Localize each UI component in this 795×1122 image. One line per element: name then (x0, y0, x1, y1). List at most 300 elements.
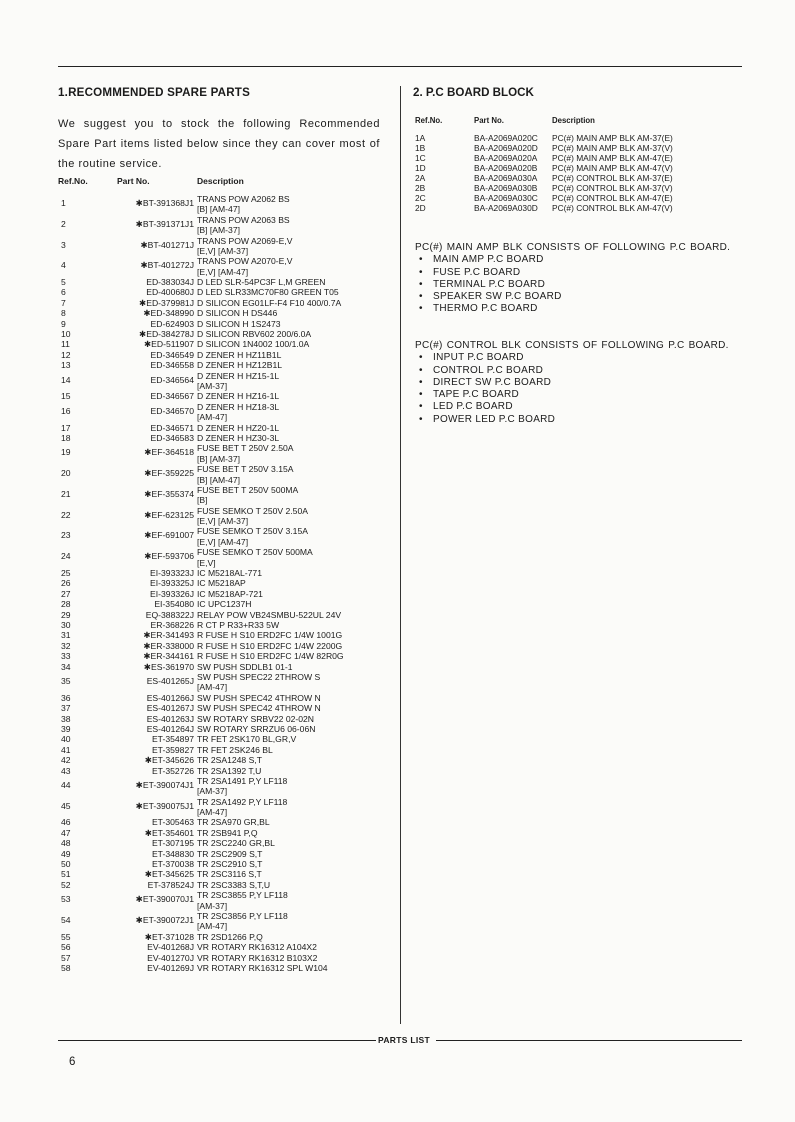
table-row (58, 319, 388, 329)
ref-no: 18 (61, 432, 71, 443)
part-no: EI-393326J (150, 588, 194, 599)
board-list-item: • SPEAKER SW P.C BOARD (415, 291, 737, 303)
ref-no: 1 (61, 198, 66, 208)
section2-title: 2. P.C BOARD BLOCK (413, 86, 534, 99)
part-no: BA-A2069A030D (474, 203, 538, 213)
control-blk-items (415, 352, 737, 426)
ref-no: 5 (61, 277, 66, 287)
ref-no: 1C (415, 153, 426, 163)
part-no: ET-370038 (151, 859, 194, 870)
table-row (58, 526, 388, 547)
description: TR 2SB941 P,Q (197, 827, 258, 838)
description: TRANS POW A2063 BS (197, 214, 290, 225)
description: TR 2SC3856 P,Y LF118 (197, 911, 288, 922)
part-no: ET-352726 (151, 765, 194, 776)
table-row (58, 287, 388, 297)
description: [B] [AM-37] (197, 225, 240, 236)
description: VR ROTARY RK16312 A104X2 (197, 942, 317, 953)
table-row (58, 672, 388, 693)
description: RELAY POW VB24SMBU-522UL 24V (197, 609, 342, 620)
table-row (58, 693, 388, 703)
ref-no: 50 (61, 859, 71, 870)
table-row (58, 755, 388, 765)
table-row (58, 932, 388, 942)
description: TRANS POW A2062 BS (197, 194, 290, 204)
ref-no: 13 (61, 360, 71, 371)
ref-no: 38 (61, 713, 71, 724)
ref-no: 2B (415, 183, 426, 193)
ref-no: 44 (61, 779, 71, 790)
description: R FUSE H S10 ERD2FC 1/4W 82R0G (197, 651, 344, 662)
table-row (58, 651, 388, 661)
board-list-item: • MAIN AMP P.C BOARD (415, 254, 737, 266)
ref-no: 1A (415, 133, 426, 143)
description: PC(#) CONTROL BLK AM-37(V) (552, 183, 673, 193)
description: FUSE BET T 250V 500MA (197, 484, 299, 495)
description: TR 2SC2240 GR,BL (197, 838, 275, 849)
ref-no: 28 (61, 599, 71, 610)
table-row (58, 859, 388, 869)
description: D ZENER H HZ15-1L (197, 370, 280, 381)
part-no: ✱EF-355374 (144, 488, 194, 499)
part-no: ES-401264J (146, 723, 194, 734)
ref-no: 45 (61, 800, 71, 811)
part-no: ✱BT-391368J1 (135, 198, 194, 208)
description: [E,V] (197, 557, 216, 568)
ref-no: 31 (61, 630, 71, 641)
part-no: ✱EF-364518 (144, 447, 194, 458)
table-row (58, 298, 388, 308)
part-no: ES-401265J (146, 675, 194, 686)
table-row (58, 766, 388, 776)
table-row (58, 745, 388, 755)
table-row (58, 599, 388, 609)
description: R FUSE H S10 ERD2FC 1/4W 1001G (197, 630, 343, 641)
board-list-item: • INPUT P.C BOARD (415, 352, 737, 364)
part-no: EI-393325J (150, 578, 194, 589)
ref-no: 29 (61, 609, 71, 620)
description: PC(#) MAIN AMP BLK AM-37(V) (552, 143, 673, 153)
board-list-item: • THERMO P.C BOARD (415, 303, 737, 315)
table-row (58, 277, 388, 287)
part-no: ✱ES-361970 (143, 661, 194, 672)
description: D LED SLR-54PC3F L,M GREEN (197, 277, 326, 287)
description: [AM-47] (197, 412, 228, 423)
ref-no: 52 (61, 879, 71, 890)
description: TR FET 2SK246 BL (197, 744, 273, 755)
pc-header-ref: Ref.No. (415, 116, 443, 125)
ref-no: 36 (61, 692, 71, 703)
top-rule (58, 66, 742, 67)
description: [B] [AM-47] (197, 204, 240, 215)
part-no: ✱ER-338000 (143, 640, 194, 651)
board-list-item: • DIRECT SW P.C BOARD (415, 377, 737, 389)
ref-no: 42 (61, 755, 71, 766)
part-no: EV-401268J (147, 942, 194, 953)
table-row (58, 464, 388, 485)
section1-intro: We suggest you to stock the following Recommended Spare Part items listed below since they can cover most of the routine service. (58, 118, 380, 170)
ref-no: 19 (61, 447, 71, 458)
part-no: ET-359827 (151, 744, 194, 755)
header-part: Part No. (117, 176, 150, 186)
table-row (58, 849, 388, 859)
description: D SILICON H DS446 (197, 308, 278, 319)
pc-table-row (415, 153, 745, 163)
description: FUSE SEMKO T 250V 2.50A (197, 505, 308, 516)
table-row (58, 662, 388, 672)
pc-table-row (415, 143, 745, 153)
description: [E,V] [AM-47] (197, 266, 249, 277)
board-list-item: • POWER LED P.C BOARD (415, 414, 737, 426)
description: [E,V] [AM-37] (197, 516, 249, 527)
part-no: ET-307195 (151, 838, 194, 849)
part-no: ✱ED-348990 (143, 308, 194, 319)
description: TR 2SC3855 P,Y LF118 (197, 890, 288, 901)
table-row (58, 194, 388, 215)
description: [AM-47] (197, 682, 228, 693)
ref-no: 33 (61, 651, 71, 662)
board-list-item: • TAPE P.C BOARD (415, 389, 737, 401)
table-row (58, 578, 388, 588)
ref-no: 25 (61, 567, 71, 578)
table-row (58, 589, 388, 599)
pc-table-row (415, 203, 745, 213)
table-row (58, 506, 388, 527)
table-row (58, 371, 388, 392)
ref-no: 24 (61, 551, 71, 562)
ref-no: 15 (61, 391, 71, 402)
description: [AM-37] (197, 786, 228, 797)
board-list-item: • FUSE P.C BOARD (415, 267, 737, 279)
table-row (58, 308, 388, 318)
description: PC(#) MAIN AMP BLK AM-47(V) (552, 163, 673, 173)
ref-no: 55 (61, 931, 71, 942)
table-row (58, 703, 388, 713)
table-row (58, 568, 388, 578)
description: D ZENER H HZ30-3L (197, 432, 280, 443)
part-no: ED-400680J (146, 287, 194, 298)
pc-table-row (415, 193, 745, 203)
description: D ZENER H HZ11B1L (197, 349, 282, 360)
description: IC M5218AL-771 (197, 567, 262, 578)
description: R FUSE H S10 ERD2FC 1/4W 2200G (197, 640, 343, 651)
table-row (58, 485, 388, 506)
part-no: ED-346558 (150, 360, 194, 371)
part-no: ES-401263J (146, 713, 194, 724)
description: IC M5218AP (197, 578, 246, 589)
description: PC(#) CONTROL BLK AM-47(V) (552, 203, 673, 213)
ref-no: 21 (61, 488, 71, 499)
part-no: BA-A2069A030A (474, 173, 538, 183)
part-no: ET-348830 (151, 848, 194, 859)
footer-rule-left (58, 1040, 376, 1041)
table-row (58, 911, 388, 932)
ref-no: 17 (61, 422, 71, 433)
part-no: ED-383034J (146, 277, 194, 287)
part-no: BA-A2069A020A (474, 153, 538, 163)
part-no: ET-354897 (151, 734, 194, 745)
table-row (58, 630, 388, 640)
ref-no: 2D (415, 203, 426, 213)
part-no: ED-346571 (150, 422, 194, 433)
part-no: ED-346570 (150, 405, 194, 416)
ref-no: 8 (61, 308, 66, 319)
main-amp-blk-heading: PC(#) MAIN AMP BLK CONSISTS OF FOLLOWING P.C BOARD. (415, 242, 731, 253)
description: [AM-37] (197, 900, 228, 911)
description: D ZENER H HZ16-1L (197, 391, 280, 402)
description: D ZENER H HZ20-1L (197, 422, 280, 433)
description: SW PUSH SPEC42 4THROW N (197, 692, 321, 703)
ref-no: 2C (415, 193, 426, 203)
description: [E,V] [AM-47] (197, 536, 249, 547)
part-no: ✱ET-371028 (144, 931, 194, 942)
board-list-item: • TERMINAL P.C BOARD (415, 279, 737, 291)
table-row (58, 942, 388, 952)
ref-no: 10 (61, 329, 71, 340)
part-no: ✱ET-354601 (144, 827, 194, 838)
part-no: ED-624903 (150, 318, 194, 329)
ref-no: 58 (61, 963, 71, 973)
part-no: BA-A2069A020C (474, 133, 538, 143)
table-row (58, 890, 388, 911)
pc-table-row (415, 163, 745, 173)
table-row (58, 236, 388, 257)
part-no: ✱BT-401272J (140, 260, 194, 271)
ref-no: 30 (61, 619, 71, 630)
description: TR 2SA1392 T,U (197, 765, 262, 776)
description: TR 2SA1491 P,Y LF118 (197, 775, 288, 786)
part-no: ✱ER-344161 (143, 651, 194, 662)
description: [B] (197, 495, 208, 506)
part-no: EI-354080 (154, 599, 194, 610)
ref-no: 2 (61, 218, 66, 229)
ref-no: 16 (61, 405, 71, 416)
part-no: ET-378524J (147, 879, 194, 890)
table-row (58, 339, 388, 349)
ref-no: 35 (61, 675, 71, 686)
description: TR 2SC3383 S,T,U (197, 879, 271, 890)
ref-no: 51 (61, 869, 71, 880)
pc-board-table (415, 133, 745, 213)
column-divider (400, 86, 401, 1024)
pc-table-row (415, 133, 745, 143)
ref-no: 9 (61, 318, 66, 329)
part-no: ✱EF-593706 (144, 551, 194, 562)
ref-no: 34 (61, 661, 71, 672)
ref-no: 4 (61, 260, 66, 271)
main-amp-blk-list (415, 242, 737, 316)
table-row (58, 953, 388, 963)
part-no: BA-A2069A030B (474, 183, 538, 193)
table-row (58, 880, 388, 890)
description: TR FET 2SK170 BL,GR,V (197, 734, 297, 745)
part-no: EI-393323J (150, 567, 194, 578)
pc-header-desc: Description (552, 116, 595, 125)
table-row (58, 215, 388, 236)
description: TR 2SC2910 S,T (197, 859, 263, 870)
description: TRANS POW A2070-E,V (197, 256, 293, 267)
ref-no: 56 (61, 942, 71, 953)
part-no: EV-401269J (147, 963, 194, 973)
pc-board-block-section (413, 86, 743, 425)
ref-no: 43 (61, 765, 71, 776)
ref-no: 2A (415, 173, 426, 183)
part-no: ER-368226 (150, 619, 194, 630)
table-row (58, 869, 388, 879)
part-no: BA-A2069A020D (474, 143, 538, 153)
ref-no: 53 (61, 894, 71, 905)
part-no: ED-346549 (150, 349, 194, 360)
table-row (58, 256, 388, 277)
description: D ZENER H HZ12B1L (197, 360, 283, 371)
part-no: BA-A2069A020B (474, 163, 538, 173)
table-row (58, 620, 388, 630)
description: R CT P R33+R33 5W (197, 619, 280, 630)
page-number: 6 (69, 1056, 76, 1068)
table-row (58, 963, 388, 973)
ref-no: 39 (61, 723, 71, 734)
section1-title: 1.RECOMMENDED SPARE PARTS (58, 86, 251, 99)
table-row (58, 641, 388, 651)
footer-label: PARTS LIST (378, 1035, 430, 1045)
ref-no: 54 (61, 915, 71, 926)
part-no: EQ-388322J (145, 609, 194, 620)
ref-no: 11 (61, 339, 70, 350)
description: [E,V] [AM-37] (197, 245, 249, 256)
ref-no: 40 (61, 734, 71, 745)
part-no: ✱ET-390075J1 (135, 800, 194, 811)
table-row (58, 350, 388, 360)
description: SW ROTARY SRRZU6 06-06N (197, 723, 316, 734)
description: TR 2SA1248 S,T (197, 755, 262, 766)
description: TR 2SA1492 P,Y LF118 (197, 796, 288, 807)
description: [B] [AM-47] (197, 474, 240, 485)
table-row (58, 714, 388, 724)
table-row (58, 423, 388, 433)
part-no: ✱BT-401271J (140, 239, 194, 250)
part-no: ✱ET-390072J1 (135, 915, 194, 926)
ref-no: 48 (61, 838, 71, 849)
description: FUSE BET T 250V 3.15A (197, 464, 294, 475)
description: TR 2SD1266 P,Q (197, 931, 263, 942)
table-row (58, 329, 388, 339)
main-amp-blk-items (415, 254, 737, 315)
part-no: ✱EF-359225 (144, 468, 194, 479)
recommended-spare-parts-section (58, 86, 388, 973)
part-no: ✱EF-691007 (144, 530, 194, 541)
spare-parts-table (58, 194, 388, 973)
part-no: ES-401266J (146, 692, 194, 703)
description: TR 2SC3116 S,T (197, 869, 262, 880)
ref-no: 32 (61, 640, 71, 651)
table-row (58, 443, 388, 464)
table-row (58, 734, 388, 744)
pc-header-part: Part No. (474, 116, 504, 125)
part-no: BA-A2069A030C (474, 193, 538, 203)
part-no: ✱ED-379981J (139, 297, 194, 308)
ref-no: 20 (61, 468, 71, 479)
description: SW PUSH SDDLB1 01-1 (197, 661, 293, 672)
description: TR 2SC2909 S,T (197, 848, 263, 859)
table-row (58, 610, 388, 620)
part-no: ✱ER-341493 (143, 630, 194, 641)
part-no: ✱ET-390074J1 (135, 779, 194, 790)
description: VR ROTARY RK16312 B103X2 (197, 952, 318, 963)
page-footer (58, 1036, 742, 1046)
description: FUSE SEMKO T 250V 500MA (197, 547, 313, 558)
description: VR ROTARY RK16312 SPL W104 (197, 963, 328, 973)
table-row (58, 838, 388, 848)
ref-no: 23 (61, 530, 71, 541)
header-desc: Description (197, 176, 244, 186)
part-no: ✱BT-391371J1 (135, 218, 194, 229)
description: TR 2SA970 GR,BL (197, 817, 270, 828)
part-no: ED-346567 (150, 391, 194, 402)
description: PC(#) CONTROL BLK AM-47(E) (552, 193, 673, 203)
ref-no: 22 (61, 509, 71, 520)
header-ref: Ref.No. (58, 176, 88, 186)
part-no: ✱ET-390070J1 (135, 894, 194, 905)
part-no: ✱ET-345626 (144, 755, 194, 766)
description: SW PUSH SPEC22 2THROW S (197, 671, 321, 682)
ref-no: 49 (61, 848, 71, 859)
part-no: ED-346583 (150, 432, 194, 443)
table-row (58, 402, 388, 423)
part-no: ✱EF-623125 (144, 509, 194, 520)
description: SW ROTARY SRBV22 02-02N (197, 713, 315, 724)
ref-no: 1D (415, 163, 426, 173)
ref-no: 47 (61, 827, 71, 838)
ref-no: 14 (61, 374, 71, 385)
description: [AM-47] (197, 921, 228, 932)
table-row (58, 817, 388, 827)
part-no: ED-346564 (150, 374, 194, 385)
board-list-item: • LED P.C BOARD (415, 401, 737, 413)
table-row (58, 391, 388, 401)
ref-no: 7 (61, 297, 66, 308)
footer-rule-right (436, 1040, 742, 1041)
description: D ZENER H HZ18-3L (197, 401, 280, 412)
table-row (58, 547, 388, 568)
description: PC(#) MAIN AMP BLK AM-47(E) (552, 153, 673, 163)
control-blk-heading: PC(#) CONTROL BLK CONSISTS OF FOLLOWING P.C BOARD. (415, 340, 729, 351)
ref-no: 27 (61, 588, 71, 599)
description: FUSE SEMKO T 250V 3.15A (197, 526, 308, 537)
pc-table-row (415, 173, 745, 183)
part-no: ES-401267J (146, 703, 194, 714)
description: PC(#) CONTROL BLK AM-37(E) (552, 173, 673, 183)
description: D SILICON RBV602 200/6.0A (197, 329, 312, 340)
description: [AM-37] (197, 381, 228, 392)
ref-no: 12 (61, 349, 71, 360)
ref-no: 26 (61, 578, 71, 589)
ref-no: 57 (61, 952, 71, 963)
description: [B] [AM-37] (197, 453, 240, 464)
part-no: ✱ET-345625 (144, 869, 194, 880)
description: PC(#) MAIN AMP BLK AM-37(E) (552, 133, 673, 143)
description: IC M5218AP-721 (197, 588, 263, 599)
part-no: ET-305463 (151, 817, 194, 828)
part-no: EV-401270J (147, 952, 194, 963)
table-row (58, 828, 388, 838)
table-row (58, 776, 388, 797)
description: FUSE BET T 250V 2.50A (197, 443, 294, 454)
pc-table-row (415, 183, 745, 193)
description: D SILICON H 1S2473 (197, 318, 281, 329)
ref-no: 1B (415, 143, 426, 153)
ref-no: 37 (61, 703, 71, 714)
ref-no: 46 (61, 817, 71, 828)
